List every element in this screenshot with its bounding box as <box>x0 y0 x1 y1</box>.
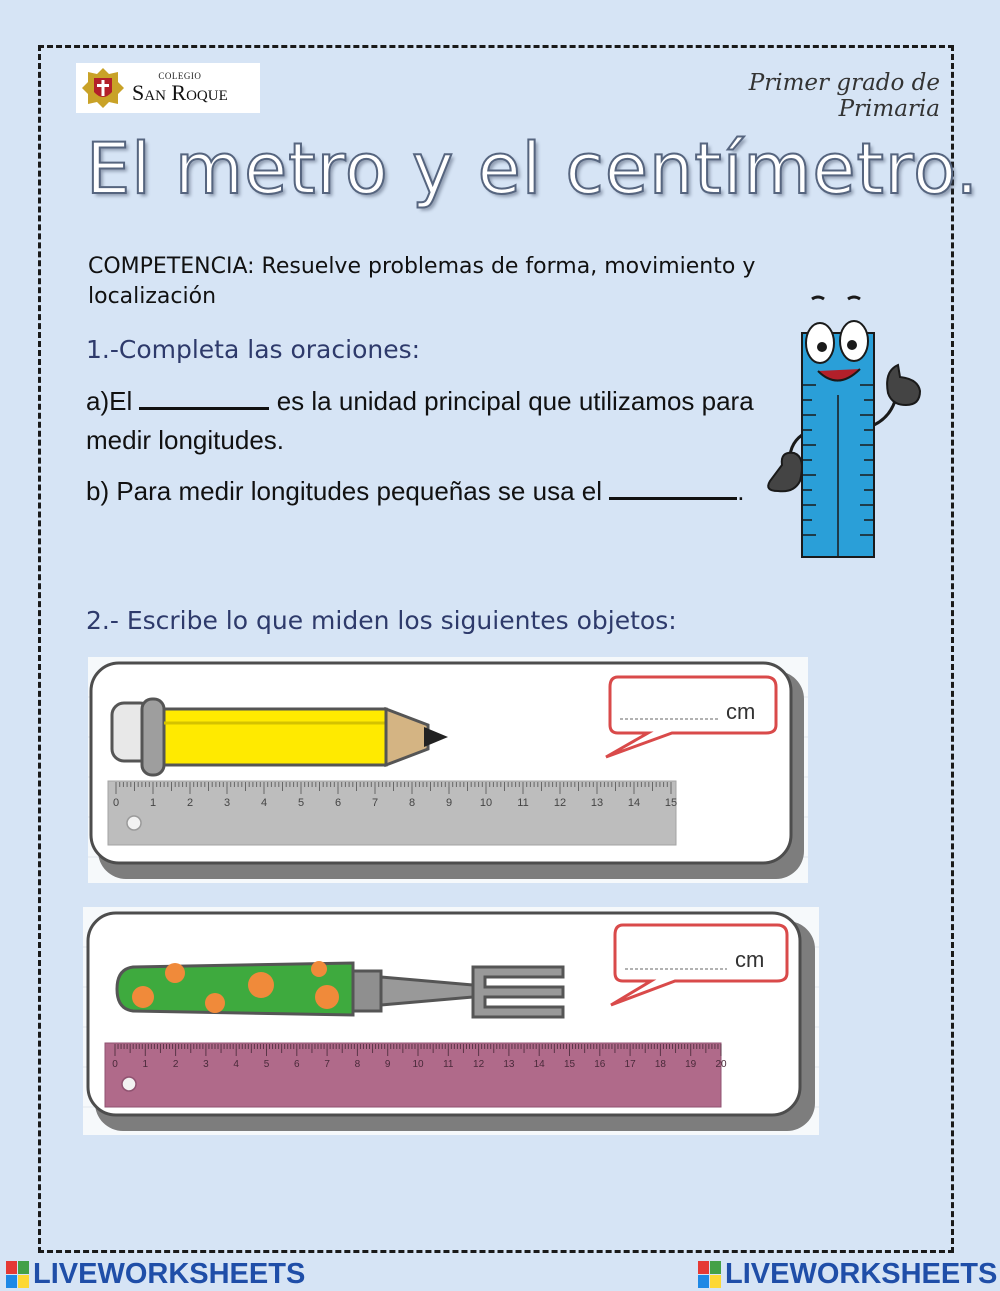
watermark-text: LIVEWORKSHEETS <box>725 1258 998 1290</box>
ruler2-tick-label: 2 <box>172 1059 179 1070</box>
ruler1-tick-label: 12 <box>553 797 567 809</box>
sentence-a <box>86 382 776 460</box>
ruler2-tick-label: 4 <box>233 1059 239 1070</box>
ruler2-tick-label: 16 <box>594 1059 606 1070</box>
watermark-text: LIVEWORKSHEETS <box>33 1258 306 1290</box>
ruler1-tick-label: 10 <box>479 797 493 809</box>
ruler2-tick-label: 12 <box>473 1059 485 1070</box>
ruler2-tick-label: 5 <box>263 1059 270 1070</box>
section1-heading: 1.-Completa las oraciones: <box>86 335 421 364</box>
sentence-a-start: a)El <box>86 386 133 416</box>
ruler2-tick-label: 6 <box>294 1059 300 1070</box>
crest-icon <box>80 66 126 110</box>
competencia-text: COMPETENCIA: Resuelve problemas de forma, movimiento y localización <box>88 254 756 309</box>
page-title: El metro y el centímetro. <box>86 128 979 210</box>
ruler2-tick-label: 20 <box>715 1059 727 1070</box>
ruler2-tick-label: 9 <box>384 1059 391 1070</box>
ruler2-tick-label: 8 <box>354 1059 361 1070</box>
unit-label-1: cm <box>726 699 756 724</box>
ruler1-tick-label: 14 <box>627 797 641 809</box>
ruler2-tick-label: 18 <box>654 1059 666 1070</box>
liveworksheets-logo-icon <box>6 1261 29 1288</box>
ruler1-tick-label: 0 <box>112 797 120 809</box>
blank-a-input[interactable] <box>139 385 269 410</box>
ruler1-tick-label: 7 <box>371 797 379 809</box>
ruler2-tick-label: 13 <box>503 1059 515 1070</box>
watermark-right <box>698 1258 997 1291</box>
pencil-measure-card <box>88 657 808 883</box>
ruler2-tick-label: 7 <box>324 1059 330 1070</box>
watermark-left <box>6 1258 305 1291</box>
ruler2-tick-label: 15 <box>563 1059 576 1070</box>
ruler1-tick-label: 3 <box>223 797 231 809</box>
sentence-b <box>86 472 776 511</box>
ruler1-tick-label: 6 <box>334 797 342 809</box>
section2-heading: 2.- Escribe lo que miden los siguientes objetos: <box>86 606 677 635</box>
blank-b-input[interactable] <box>609 475 737 500</box>
ruler2-tick-label: 1 <box>142 1059 149 1070</box>
ruler1-tick-label: 15 <box>664 797 678 809</box>
ruler2-tick-label: 3 <box>203 1059 209 1070</box>
logo-small-text: COLEGIO <box>158 71 202 81</box>
ruler2-tick-label: 0 <box>112 1059 118 1070</box>
ruler1-tick-label: 11 <box>517 797 529 809</box>
ruler1-tick-label: 1 <box>149 797 157 809</box>
grade-label: Primer grado de Primaria <box>748 70 940 122</box>
fork-measure-card <box>83 907 819 1135</box>
liveworksheets-logo-icon <box>698 1261 721 1288</box>
ruler1-tick-label: 13 <box>590 797 604 809</box>
ruler1-tick-label: 5 <box>297 797 305 809</box>
unit-label-2: cm <box>735 947 765 972</box>
ruler1-tick-label: 4 <box>260 797 268 809</box>
ruler2-tick-label: 19 <box>685 1059 697 1070</box>
ruler2-tick-label: 11 <box>443 1059 454 1070</box>
ruler1-tick-label: 8 <box>408 797 416 809</box>
ruler2-tick-label: 14 <box>533 1059 545 1070</box>
logo-name: San Roque <box>132 80 228 105</box>
sentence-b-end: . <box>737 476 745 506</box>
ruler1-tick-label: 9 <box>445 797 453 809</box>
ruler2-tick-label: 17 <box>624 1059 636 1070</box>
fork-icon <box>117 961 563 1017</box>
ruler1-tick-label: 2 <box>186 797 194 809</box>
ruler-mascot-icon <box>760 295 930 560</box>
school-logo <box>76 63 260 113</box>
ruler2-tick-label: 10 <box>412 1059 424 1070</box>
sentence-a-end: es la unidad principal que utilizamos para medir longitudes. <box>86 386 754 455</box>
sentence-b-start: b) Para medir longitudes pequeñas se usa el <box>86 476 602 506</box>
